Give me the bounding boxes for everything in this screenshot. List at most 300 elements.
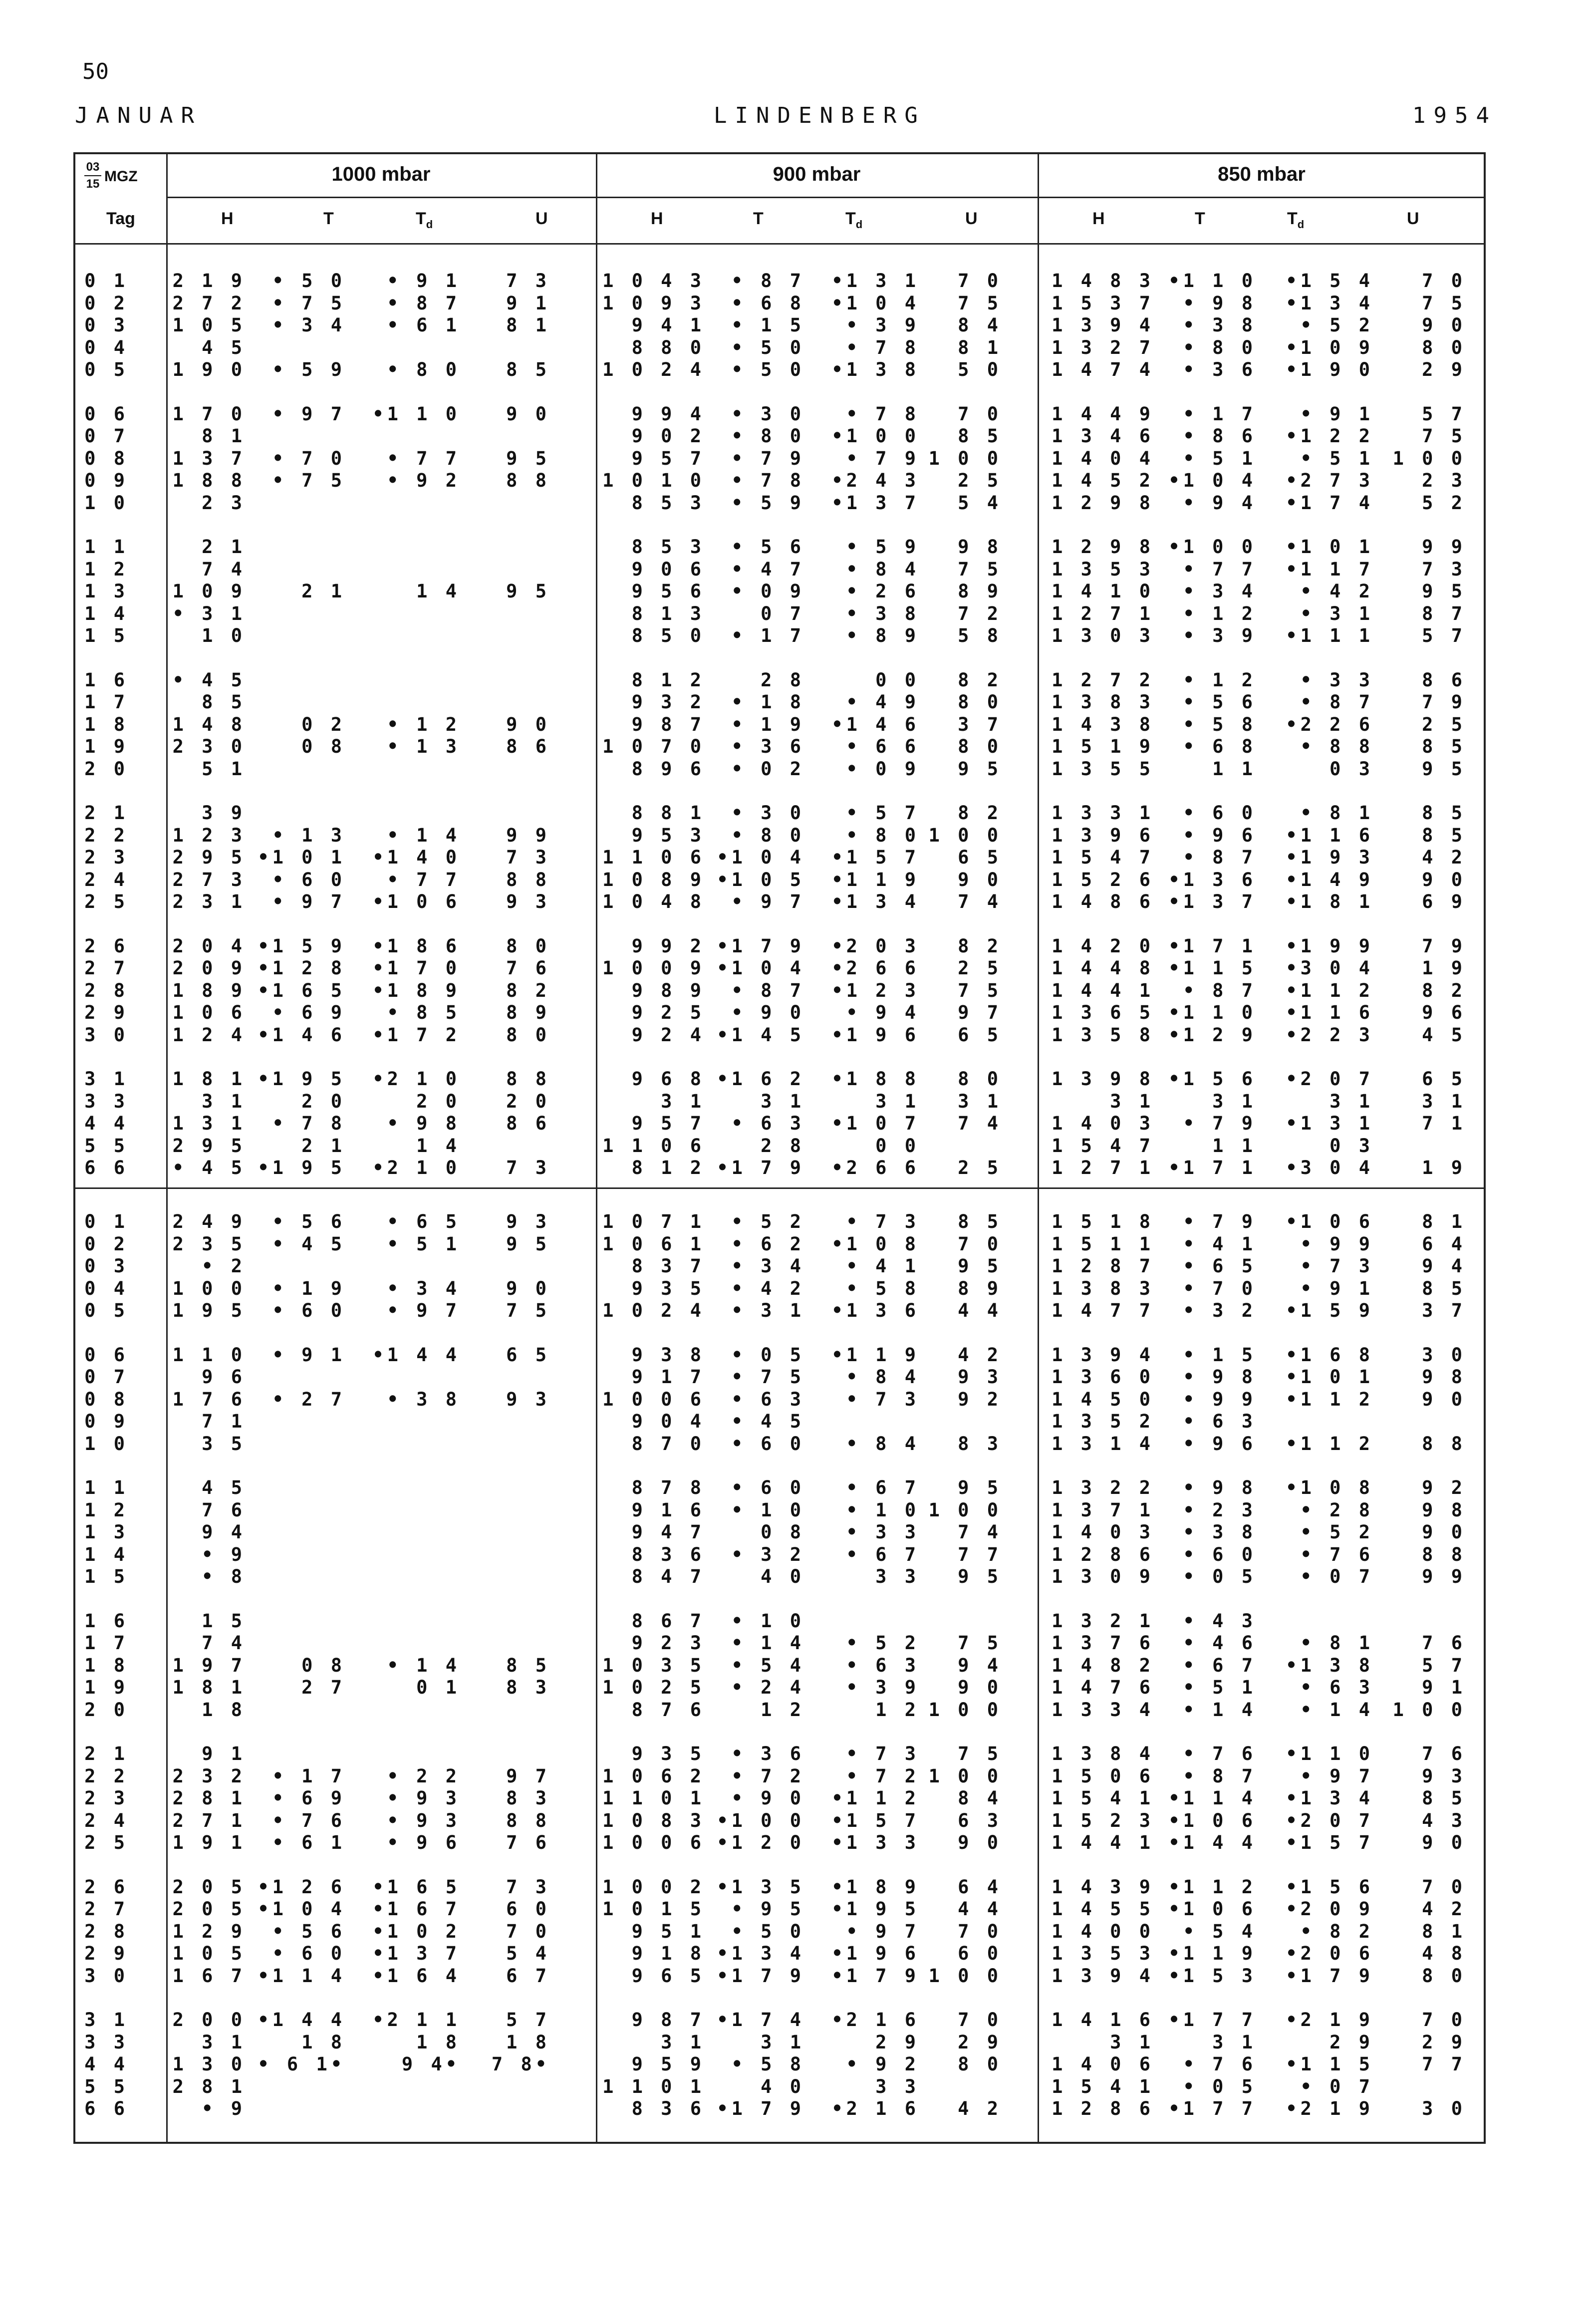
cell-t850: • 6 3 — [1183, 1411, 1256, 1432]
table-row — [75, 1921, 1484, 1943]
cell-t850: • 6 8 — [1183, 736, 1256, 757]
cell-u1000: 9 1 — [506, 292, 550, 314]
cell-u850: 3 1 — [1422, 1090, 1466, 1112]
cell-h850: 1 4 8 2 — [1052, 1654, 1154, 1676]
cell-td850: •1 0 1 — [1286, 536, 1373, 558]
section-divider — [75, 1187, 1484, 1189]
cell-u850: 8 5 — [1422, 1787, 1466, 1809]
cell-td850: •1 5 6 — [1286, 1876, 1373, 1898]
cell-h850: 1 4 3 9 — [1052, 1876, 1154, 1898]
cell-day: 3 3 — [84, 2031, 128, 2053]
cell-td900: •1 1 2 — [831, 1787, 919, 1809]
table-row — [75, 559, 1484, 581]
cell-h900: 8 7 6 — [631, 1699, 705, 1721]
cell-t1000: • 3 4 — [272, 314, 345, 336]
cell-t850: • 8 6 — [1183, 425, 1256, 447]
cell-t900: • 6 0 — [731, 1477, 804, 1498]
cell-day: 2 7 — [84, 1898, 128, 1920]
cell-u900: 9 3 — [958, 1366, 1002, 1388]
table-row — [75, 1024, 1484, 1046]
cell-t850: • 5 1 — [1183, 447, 1256, 469]
cell-u850: 7 5 — [1422, 425, 1466, 447]
cell-td850: •1 1 2 — [1286, 979, 1373, 1001]
cell-u900: 4 4 — [958, 1898, 1002, 1920]
cell-h1000: 8 1 — [202, 425, 246, 447]
cell-t850: •1 7 7 — [1168, 2098, 1256, 2119]
cell-h850: 1 4 0 6 — [1052, 2053, 1154, 2075]
cell-h900: 9 2 3 — [631, 1632, 705, 1654]
cell-u900: 8 0 — [958, 1068, 1002, 1090]
cell-u850: 9 0 — [1422, 314, 1466, 336]
cell-td1000: •1 3 7 — [372, 1943, 460, 1964]
cell-u1000: 7 3 — [506, 847, 550, 868]
cell-td850: •1 0 9 — [1286, 336, 1373, 358]
cell-t850: • 1 2 — [1183, 602, 1256, 624]
cell-day: 1 8 — [84, 713, 128, 735]
cell-td850: •1 1 6 — [1286, 824, 1373, 846]
cell-h850: 3 1 — [1110, 2031, 1154, 2053]
cell-h900: 9 6 5 — [631, 1965, 705, 1987]
cell-td1000: 1 4 — [416, 1135, 460, 1157]
cell-day: 1 6 — [84, 669, 128, 691]
cell-h850: 1 2 8 7 — [1052, 1255, 1154, 1277]
cell-h1000: 1 7 6 — [172, 1388, 246, 1410]
cell-td850: •1 0 1 — [1286, 1366, 1373, 1388]
cell-t850: •1 1 5 — [1168, 957, 1256, 979]
cell-u900: 8 3 — [958, 1433, 1002, 1454]
cell-t1000: • 6 9 — [272, 1002, 345, 1023]
cell-td900: •1 5 7 — [831, 847, 919, 868]
cell-h850: 3 1 — [1110, 1090, 1154, 1112]
cell-td900: • 9 4 — [846, 1002, 919, 1023]
cell-u1000: 9 7 — [506, 1765, 550, 1787]
cell-t850: • 8 7 — [1183, 979, 1256, 1001]
cell-t850: • 7 7 — [1183, 558, 1256, 580]
cell-day: 6 6 — [84, 1157, 128, 1178]
cell-td900: • 6 6 — [846, 736, 919, 757]
cell-h900: 9 0 4 — [631, 1411, 705, 1432]
cell-t900: •1 3 4 — [717, 1943, 804, 1964]
cell-t900: • 1 0 — [731, 1610, 804, 1632]
cell-h1000: • 4 5 — [172, 669, 246, 691]
cell-td850: • 0 7 — [1300, 2075, 1373, 2097]
cell-h900: 1 0 6 1 — [602, 1233, 705, 1255]
cell-u900: 9 2 — [958, 1388, 1002, 1410]
cell-td850: • 2 8 — [1300, 1499, 1373, 1521]
cell-u1000: 9 5 — [506, 447, 550, 469]
cell-td900: •1 4 6 — [831, 713, 919, 735]
cell-u900: 1 0 0 — [928, 1765, 1002, 1787]
mgz-time-top: 03 — [86, 160, 100, 174]
cell-u900: 2 5 — [958, 957, 1002, 979]
cell-h900: 9 3 5 — [631, 1743, 705, 1764]
table-row — [75, 270, 1484, 292]
cell-u1000: 9 5 — [506, 1233, 550, 1255]
cell-td900: • 5 7 — [846, 802, 919, 824]
cell-t850: •1 0 4 — [1168, 470, 1256, 491]
cell-u850: 7 9 — [1422, 691, 1466, 713]
cell-t900: • 3 1 — [731, 1300, 804, 1321]
cell-t850: •1 7 1 — [1168, 1157, 1256, 1178]
table-row — [75, 403, 1484, 425]
cell-t850: 1 1 — [1212, 1135, 1256, 1157]
cell-t850: 3 1 — [1212, 2031, 1256, 2053]
cell-t850: • 0 5 — [1183, 1566, 1256, 1587]
cell-t900: • 0 9 — [731, 581, 804, 602]
cell-td850: •1 5 9 — [1286, 1300, 1373, 1321]
cell-td850: 0 3 — [1329, 758, 1373, 780]
cell-h850: 1 3 1 4 — [1052, 1433, 1154, 1454]
cell-td1000: •2 1 1 — [372, 2009, 460, 2031]
cell-day: 2 4 — [84, 1809, 128, 1831]
cell-t900: • 3 6 — [731, 736, 804, 757]
cell-day: 2 6 — [84, 935, 128, 957]
cell-t900: • 7 5 — [731, 1366, 804, 1388]
cell-t900: •1 6 2 — [717, 1068, 804, 1090]
cell-t850: • 8 7 — [1183, 847, 1256, 868]
cell-u900: 3 7 — [958, 713, 1002, 735]
cell-u850: 8 8 — [1422, 1433, 1466, 1454]
cell-td1000: •1 0 2 — [372, 1920, 460, 1942]
cell-td1000: •2 1 0 — [372, 1068, 460, 1090]
cell-u850: 5 7 — [1422, 403, 1466, 425]
cell-t900: • 8 0 — [731, 824, 804, 846]
cell-t900: •1 7 4 — [717, 2009, 804, 2031]
cell-day: 0 5 — [84, 359, 128, 380]
cell-t850: • 9 9 — [1183, 1388, 1256, 1410]
cell-td850: •2 2 3 — [1286, 1024, 1373, 1046]
cell-t850: • 7 6 — [1183, 2053, 1256, 2075]
cell-u900: 7 0 — [958, 1920, 1002, 1942]
cell-u1000: 8 6 — [506, 736, 550, 757]
cell-t1000: •1 1 4 — [258, 1965, 345, 1987]
cell-day: 2 5 — [84, 891, 128, 912]
cell-h850: 1 4 4 1 — [1052, 979, 1154, 1001]
cell-h1000: 8 5 — [202, 691, 246, 713]
cell-td850: •1 0 6 — [1286, 1211, 1373, 1232]
cell-u900: 7 0 — [958, 1233, 1002, 1255]
cell-t1000: • 1 3 — [272, 824, 345, 846]
cell-u850: 8 6 — [1422, 669, 1466, 691]
cell-td1000: •1 6 5 — [372, 1876, 460, 1898]
table-row — [75, 1810, 1484, 1832]
cell-u850: 2 9 — [1422, 2031, 1466, 2053]
cell-td900: •1 1 9 — [831, 869, 919, 890]
cell-td850: •1 3 8 — [1286, 1654, 1373, 1676]
cell-u900: 2 5 — [958, 470, 1002, 491]
cell-u900: 9 8 — [958, 536, 1002, 558]
cell-day: 3 3 — [84, 1090, 128, 1112]
cell-t1000: • 7 8 — [272, 1113, 345, 1134]
cell-t900: • 3 4 — [731, 1255, 804, 1277]
cell-u900: 7 7 — [958, 1543, 1002, 1565]
cell-u850: 9 0 — [1422, 1832, 1466, 1853]
cell-t1000: 2 1 — [301, 581, 345, 602]
cell-t1000: • 9 7 — [272, 403, 345, 425]
table-row — [75, 1743, 1484, 1765]
cell-td900: • 6 3 — [846, 1654, 919, 1676]
cell-h1000: 7 4 — [202, 1632, 246, 1654]
cell-td1000: • 9 2 — [387, 470, 460, 491]
cell-t850: • 5 6 — [1183, 691, 1256, 713]
cell-td900: •1 3 3 — [831, 1832, 919, 1853]
cell-u850: 8 1 — [1422, 1211, 1466, 1232]
cell-h900: 1 1 0 6 — [602, 1135, 705, 1157]
cell-td1000: 0 1 — [416, 1677, 460, 1698]
cell-u1000: 6 0 — [506, 1898, 550, 1920]
cell-day: 2 3 — [84, 847, 128, 868]
cell-u900: 8 0 — [958, 2053, 1002, 2075]
cell-t900: • 6 3 — [731, 1113, 804, 1134]
cell-t900: • 5 4 — [731, 1654, 804, 1676]
cell-td900: •1 1 9 — [831, 1344, 919, 1366]
cell-h850: 1 5 4 1 — [1052, 2075, 1154, 2097]
table-row — [75, 1876, 1484, 1898]
cell-u900: 6 5 — [958, 1024, 1002, 1046]
cell-td900: •1 9 5 — [831, 1898, 919, 1920]
cell-h850: 1 4 5 0 — [1052, 1388, 1154, 1410]
cell-t900: •1 3 5 — [717, 1876, 804, 1898]
cell-u900: 9 0 — [958, 1677, 1002, 1698]
cell-u1000: 8 6 — [506, 1113, 550, 1134]
divider — [75, 243, 1484, 245]
cell-td1000: • 1 2 — [387, 713, 460, 735]
cell-u900: 7 4 — [958, 1113, 1002, 1134]
cell-td900: • 0 9 — [846, 758, 919, 780]
cell-u1000: 9 5 — [506, 581, 550, 602]
cell-h850: 1 3 2 1 — [1052, 1610, 1154, 1632]
cell-td850: • 8 2 — [1300, 1920, 1373, 1942]
cell-u900: 6 5 — [958, 847, 1002, 868]
cell-h1000: 1 0 6 — [172, 1002, 246, 1023]
cell-h1000: • 4 5 — [172, 1157, 246, 1178]
table-row — [75, 802, 1484, 824]
cell-td850: • 7 3 — [1300, 1255, 1373, 1277]
cell-t900: •1 2 0 — [717, 1832, 804, 1853]
cell-td1000: • 1 3 — [387, 736, 460, 757]
cell-h1000: 1 0 0 — [172, 1277, 246, 1299]
cell-t1000: • 5 0 — [272, 270, 345, 291]
cell-td850: • 5 2 — [1300, 314, 1373, 336]
table-row — [75, 1433, 1484, 1455]
cell-h900: 1 0 0 6 — [602, 1832, 705, 1853]
cell-u900: 4 2 — [958, 1344, 1002, 1366]
cell-h1000: 1 9 7 — [172, 1654, 246, 1676]
cell-h900: 9 8 9 — [631, 979, 705, 1001]
cell-u850: 7 0 — [1422, 1876, 1466, 1898]
cell-u900: 5 4 — [958, 492, 1002, 514]
running-head — [75, 103, 1502, 133]
cell-t850: •1 5 3 — [1168, 1965, 1256, 1987]
cell-t1000: 2 0 — [301, 1090, 345, 1112]
mgz-header — [80, 159, 160, 194]
cell-h850: 1 4 1 0 — [1052, 581, 1154, 602]
cell-td900: • 8 4 — [846, 1366, 919, 1388]
cell-td850: •1 0 8 — [1286, 1477, 1373, 1498]
cell-h1000: 1 7 0 — [172, 403, 246, 425]
cell-td850: •1 8 1 — [1286, 891, 1373, 912]
cell-t900: • 8 0 — [731, 425, 804, 447]
cell-h1000: 1 9 0 — [172, 359, 246, 380]
table-row — [75, 1832, 1484, 1854]
cell-t900: 3 1 — [761, 1090, 804, 1112]
cell-h1000: 2 0 0 — [172, 2009, 246, 2031]
cell-h1000: 2 3 — [202, 492, 246, 514]
cell-u1000: 7 6 — [506, 1832, 550, 1853]
cell-u850: 5 7 — [1422, 1654, 1466, 1676]
cell-h1000: 1 2 3 — [172, 824, 246, 846]
cell-td1000: • 1 4 — [387, 1654, 460, 1676]
cell-h1000: 1 8 8 — [172, 470, 246, 491]
cell-h900: 9 9 4 — [631, 403, 705, 425]
cell-td900: 0 0 — [875, 1135, 919, 1157]
cell-td850: • 9 9 — [1300, 1233, 1373, 1255]
cell-h900: 9 9 2 — [631, 935, 705, 957]
cell-h1000: • 3 1 — [172, 602, 246, 624]
cell-day: 2 9 — [84, 1943, 128, 1964]
month-label: JANUAR — [75, 103, 202, 128]
cell-u850: 8 2 — [1422, 979, 1466, 1001]
cell-td900: 2 9 — [875, 2031, 919, 2053]
cell-td850: • 5 1 — [1300, 447, 1373, 469]
cell-td1000: • 5 1 — [387, 1233, 460, 1255]
cell-h900: 9 6 8 — [631, 1068, 705, 1090]
cell-day: 5 5 — [84, 1135, 128, 1157]
cell-td1000: • 9 8 — [387, 1113, 460, 1134]
cell-h900: 8 7 8 — [631, 1477, 705, 1498]
cell-td1000: • 8 5 — [387, 1002, 460, 1023]
cell-day: 2 3 — [84, 1787, 128, 1809]
cell-day: 1 4 — [84, 1543, 128, 1565]
table-row — [75, 2009, 1484, 2031]
day-column-header: Tag — [106, 209, 135, 228]
cell-h850: 1 3 7 1 — [1052, 1499, 1154, 1521]
cell-day: 2 2 — [84, 824, 128, 846]
cell-t900: • 5 8 — [731, 2053, 804, 2075]
cell-day: 1 4 — [84, 602, 128, 624]
cell-td900: •2 4 3 — [831, 470, 919, 491]
cell-t900: • 7 8 — [731, 470, 804, 491]
cell-h900: 9 5 3 — [631, 824, 705, 846]
cell-day: 2 1 — [84, 1743, 128, 1764]
cell-day: 0 5 — [84, 1300, 128, 1321]
cell-u900: 9 5 — [958, 1255, 1002, 1277]
cell-day: 0 4 — [84, 336, 128, 358]
cell-day: 2 0 — [84, 758, 128, 780]
cell-td850: • 1 4 — [1300, 1699, 1373, 1721]
cell-h1000: 2 8 1 — [172, 1787, 246, 1809]
cell-u900: 6 4 — [958, 1876, 1002, 1898]
cell-h850: 1 4 0 0 — [1052, 1920, 1154, 1942]
cell-h850: 1 2 8 6 — [1052, 2098, 1154, 2119]
cell-t900: • 4 2 — [731, 1277, 804, 1299]
cell-td850: • 8 7 — [1300, 691, 1373, 713]
cell-td850: • 7 6 — [1300, 1543, 1373, 1565]
cell-t850: • 6 5 — [1183, 1255, 1256, 1277]
cell-u850: 6 4 — [1422, 1233, 1466, 1255]
cell-t1000: •1 4 6 — [258, 1024, 345, 1046]
cell-t900: •1 0 4 — [717, 957, 804, 979]
cell-td900: • 3 9 — [846, 314, 919, 336]
cell-u850: 7 1 — [1422, 1113, 1466, 1134]
cell-h900: 8 5 3 — [631, 492, 705, 514]
cell-day: 0 3 — [84, 1255, 128, 1277]
cell-day: 1 9 — [84, 736, 128, 757]
cell-t1000: • 7 5 — [272, 470, 345, 491]
cell-h850: 1 5 2 6 — [1052, 869, 1154, 890]
cell-h1000: 2 0 5 — [172, 1876, 246, 1898]
cell-u900: 8 4 — [958, 1787, 1002, 1809]
cell-u1000: 8 3 — [506, 1677, 550, 1698]
cell-td850: • 8 8 — [1300, 736, 1373, 757]
cell-h900: 1 0 7 0 — [602, 736, 705, 757]
table-row — [75, 448, 1484, 470]
cell-day: 0 8 — [84, 447, 128, 469]
cell-td1000: • 1 4 — [387, 824, 460, 846]
cell-h900: 8 3 6 — [631, 1543, 705, 1565]
cell-td900: • 5 9 — [846, 536, 919, 558]
table-row — [75, 1965, 1484, 1987]
cell-u1000: 8 8 — [506, 1068, 550, 1090]
cell-t900: • 5 0 — [731, 336, 804, 358]
cell-td850: •1 1 2 — [1286, 1388, 1373, 1410]
cell-td900: • 8 0 — [846, 824, 919, 846]
cell-u850: 8 5 — [1422, 1277, 1466, 1299]
cell-t900: • 9 0 — [731, 1002, 804, 1023]
cell-t900: • 3 0 — [731, 802, 804, 824]
table-row — [75, 2053, 1484, 2075]
cell-t1000: • 6 0 — [272, 869, 345, 890]
cell-h850: 1 4 0 3 — [1052, 1113, 1154, 1134]
cell-t850: • 2 3 — [1183, 1499, 1256, 1521]
table-row — [75, 980, 1484, 1002]
table-row — [75, 891, 1484, 913]
table-row — [75, 1499, 1484, 1521]
cell-t900: • 6 8 — [731, 292, 804, 314]
cell-td1000: •2 1 0 — [372, 1157, 460, 1178]
mgz-time-bottom: 15 — [86, 177, 100, 191]
cell-td900: 1 2 — [875, 1699, 919, 1721]
cell-u900: 2 9 — [958, 2031, 1002, 2053]
cell-h1000: • 2 — [202, 1255, 246, 1277]
cell-u1000: 9 0 — [506, 403, 550, 425]
cell-h1000: 1 9 5 — [172, 1300, 246, 1321]
cell-h850: 1 3 5 8 — [1052, 1024, 1154, 1046]
cell-h850: 1 3 6 5 — [1052, 1002, 1154, 1023]
cell-u900: 7 5 — [958, 979, 1002, 1001]
cell-h1000: 2 0 9 — [172, 957, 246, 979]
cell-t1000: 0 8 — [301, 1654, 345, 1676]
cell-t900: • 7 2 — [731, 1765, 804, 1787]
cell-td1000: • 8 0 — [387, 359, 460, 380]
cell-u850: 1 9 — [1422, 1157, 1466, 1178]
cell-u1000: 7 3 — [506, 1876, 550, 1898]
cell-h900: 1 0 8 9 — [602, 869, 705, 890]
cell-td850: •1 1 2 — [1286, 1433, 1373, 1454]
cell-u850: 9 9 — [1422, 1566, 1466, 1587]
cell-td850: • 9 1 — [1300, 1277, 1373, 1299]
cell-td1000: • 9 7 — [387, 1300, 460, 1321]
cell-t900: • 5 9 — [731, 492, 804, 514]
cell-t900: •1 0 5 — [717, 869, 804, 890]
cell-h850: 1 3 7 6 — [1052, 1632, 1154, 1654]
cell-h850: 1 3 2 7 — [1052, 336, 1154, 358]
cell-u850: 9 0 — [1422, 869, 1466, 890]
table-row — [75, 957, 1484, 979]
cell-t900: • 4 7 — [731, 558, 804, 580]
cell-td850: •2 0 7 — [1286, 1809, 1373, 1831]
cell-td1000: •1 4 4 — [372, 1344, 460, 1366]
